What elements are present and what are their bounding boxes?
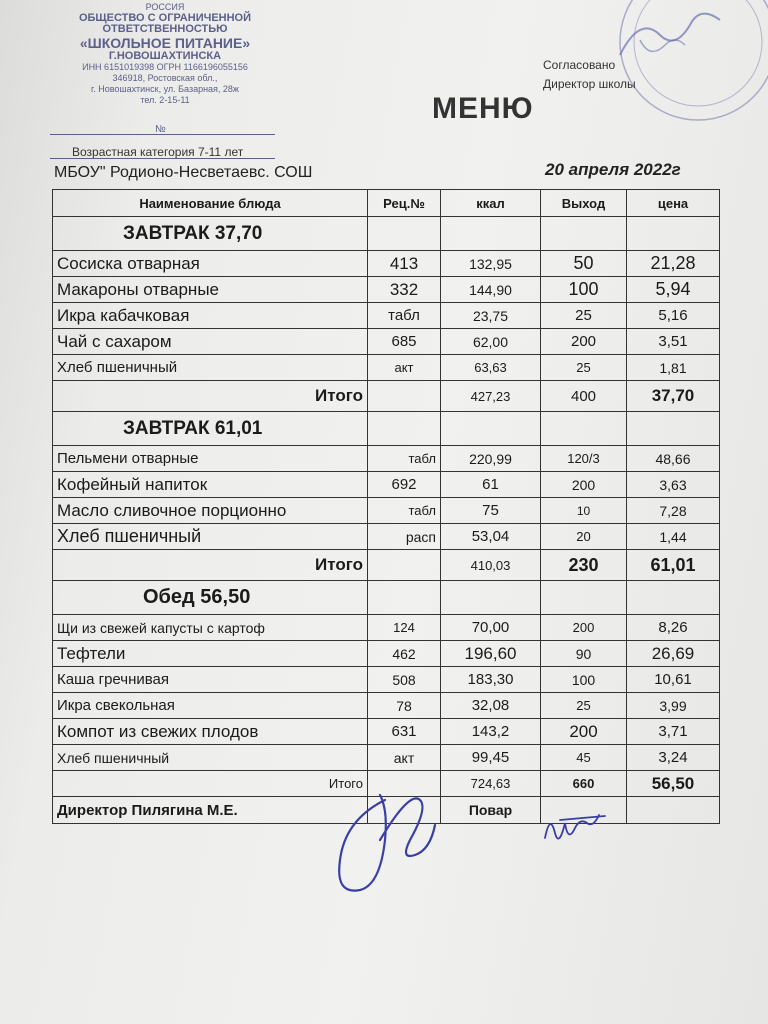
dish-name: Чай с сахаром [53,329,368,355]
output-value: 10 [541,498,627,524]
kcal-value: 143,2 [441,719,541,745]
dish-name: Каша гречнивая [53,667,368,693]
recipe-number: 692 [368,472,441,498]
dish-name: Макароны отварные [53,277,368,303]
kcal-value: 63,63 [441,355,541,381]
table-row [53,446,720,472]
total-kcal: 724,63 [441,771,541,797]
stamp-line-country: РОССИЯ [145,2,185,12]
total-label: Итого [53,381,368,412]
output-value: 200 [541,719,627,745]
table-row [53,277,720,303]
dish-name: Хлеб пшеничный [53,745,368,771]
recipe-number: акт [368,355,441,381]
output-value: 90 [541,641,627,667]
total-price: 61,01 [627,550,720,581]
price-value: 21,28 [627,251,720,277]
output-value: 100 [541,667,627,693]
age-underline [50,158,275,159]
total-kcal: 427,23 [441,381,541,412]
school-name: МБОУ" Родионо-Несветаевс. СОШ [54,164,313,181]
table-row [53,667,720,693]
price-value: 1,44 [627,524,720,550]
number-mark: № [155,124,166,135]
kcal-value: 53,04 [441,524,541,550]
stamp-address-2: г. Новошахтинск, ул. Базарная, 28ж [91,84,239,94]
kcal-value: 183,30 [441,667,541,693]
dish-name: Хлеб пшеничный [53,524,368,550]
age-category: Возрастная категория 7-11 лет [72,145,244,159]
table-row [53,329,720,355]
stamp-inn-ogrn: ИНН 6151019398 ОГРН 1166196055156 [82,62,248,72]
output-value: 200 [541,329,627,355]
total-label: Итого [53,771,368,797]
price-value: 26,69 [627,641,720,667]
price-value: 3,51 [627,329,720,355]
price-value: 1,81 [627,355,720,381]
output-value: 120/3 [541,446,627,472]
table-row [53,251,720,277]
table-header-row [53,190,720,217]
kcal-value: 196,60 [441,641,541,667]
director-signature-icon [325,780,465,900]
header-output: Выход [541,190,627,217]
table-row [53,472,720,498]
total-row-breakfast-1 [53,381,720,412]
page-title: МЕНЮ [432,92,534,125]
recipe-number: расп [368,524,441,550]
output-value: 20 [541,524,627,550]
section-row-breakfast-2 [53,412,720,446]
menu-table [52,189,720,824]
kcal-value: 144,90 [441,277,541,303]
output-value: 25 [541,303,627,329]
approval-director: Директор школы [543,77,636,91]
director-label: Директор Пилягина М.Е. [53,797,368,824]
stamp-org-name: «ШКОЛЬНОЕ ПИТАНИЕ» [79,35,251,51]
output-value: 200 [541,615,627,641]
table-row [53,719,720,745]
dish-name: Сосиска отварная [53,251,368,277]
section-title: Обед 56,50 [53,581,368,615]
kcal-value: 132,95 [441,251,541,277]
output-value: 200 [541,472,627,498]
total-label: Итого [53,550,368,581]
price-value: 48,66 [627,446,720,472]
section-row-breakfast-1 [53,217,720,251]
recipe-number: 332 [368,277,441,303]
table-row [53,615,720,641]
recipe-number: 508 [368,667,441,693]
total-output: 660 [541,771,627,797]
price-value: 3,71 [627,719,720,745]
recipe-number: 413 [368,251,441,277]
price-value: 8,26 [627,615,720,641]
stamp-phone: тел. 2-15-11 [140,95,190,105]
stamp-address-1: 346918, Ростовская обл., [112,73,218,83]
table-row [53,498,720,524]
dish-name: Щи из свежей капусты с картоф [53,615,368,641]
recipe-number: табл [368,303,441,329]
price-value: 3,63 [627,472,720,498]
recipe-number: 685 [368,329,441,355]
cook-signature-icon [540,808,620,848]
recipe-number: акт [368,745,441,771]
kcal-value: 61 [441,472,541,498]
price-value: 5,16 [627,303,720,329]
section-row-lunch [53,581,720,615]
dish-name: Икра свекольная [53,693,368,719]
stamp-city: Г.НОВОШАХТИНСКА [108,50,222,62]
dish-name: Пельмени отварные [53,446,368,472]
total-output: 230 [541,550,627,581]
total-price: 37,70 [627,381,720,412]
kcal-value: 70,00 [441,615,541,641]
output-value: 45 [541,745,627,771]
stamp-line-org-type-1: ОБЩЕСТВО С ОГРАНИЧЕННОЙ [78,12,252,24]
dish-name: Икра кабачковая [53,303,368,329]
output-value: 25 [541,355,627,381]
approval-block [543,56,636,94]
header-price: цена [627,190,720,217]
recipe-number: 124 [368,615,441,641]
total-price: 56,50 [627,771,720,797]
kcal-value: 220,99 [441,446,541,472]
stamp-line-org-type-2: ОТВЕТСТВЕННОСТЬЮ [102,23,228,35]
header-dish-name: Наименование блюда [53,190,368,217]
cook-label: Повар [441,797,541,824]
output-value: 50 [541,251,627,277]
kcal-value: 62,00 [441,329,541,355]
recipe-number: 462 [368,641,441,667]
total-row-breakfast-2 [53,550,720,581]
output-value: 25 [541,693,627,719]
menu-date: 20 апреля 2022г [545,160,681,179]
dish-name: Кофейный напиток [53,472,368,498]
kcal-value: 99,45 [441,745,541,771]
section-title: ЗАВТРАК 61,01 [53,412,368,446]
recipe-number: 631 [368,719,441,745]
table-row [53,303,720,329]
section-title: ЗАВТРАК 37,70 [53,217,368,251]
dish-name: Компот из свежих плодов [53,719,368,745]
kcal-value: 32,08 [441,693,541,719]
table-row [53,745,720,771]
recipe-number: 78 [368,693,441,719]
kcal-value: 75 [441,498,541,524]
output-value: 100 [541,277,627,303]
price-value: 3,99 [627,693,720,719]
price-value: 10,61 [627,667,720,693]
organization-stamp [40,2,290,106]
price-value: 3,24 [627,745,720,771]
table-row [53,693,720,719]
kcal-value: 23,75 [441,303,541,329]
total-output: 400 [541,381,627,412]
price-value: 7,28 [627,498,720,524]
recipe-number: табл [368,498,441,524]
dish-name: Хлеб пшеничный [53,355,368,381]
table-row [53,524,720,550]
header-kcal: ккал [441,190,541,217]
dish-name: Масло сливочное порционно [53,498,368,524]
total-kcal: 410,03 [441,550,541,581]
price-value: 5,94 [627,277,720,303]
header-recipe: Рец.№ [368,190,441,217]
recipe-number: табл [368,446,441,472]
dish-name: Тефтели [53,641,368,667]
table-row [53,641,720,667]
table-row [53,355,720,381]
approval-agreed: Согласовано [543,58,616,72]
